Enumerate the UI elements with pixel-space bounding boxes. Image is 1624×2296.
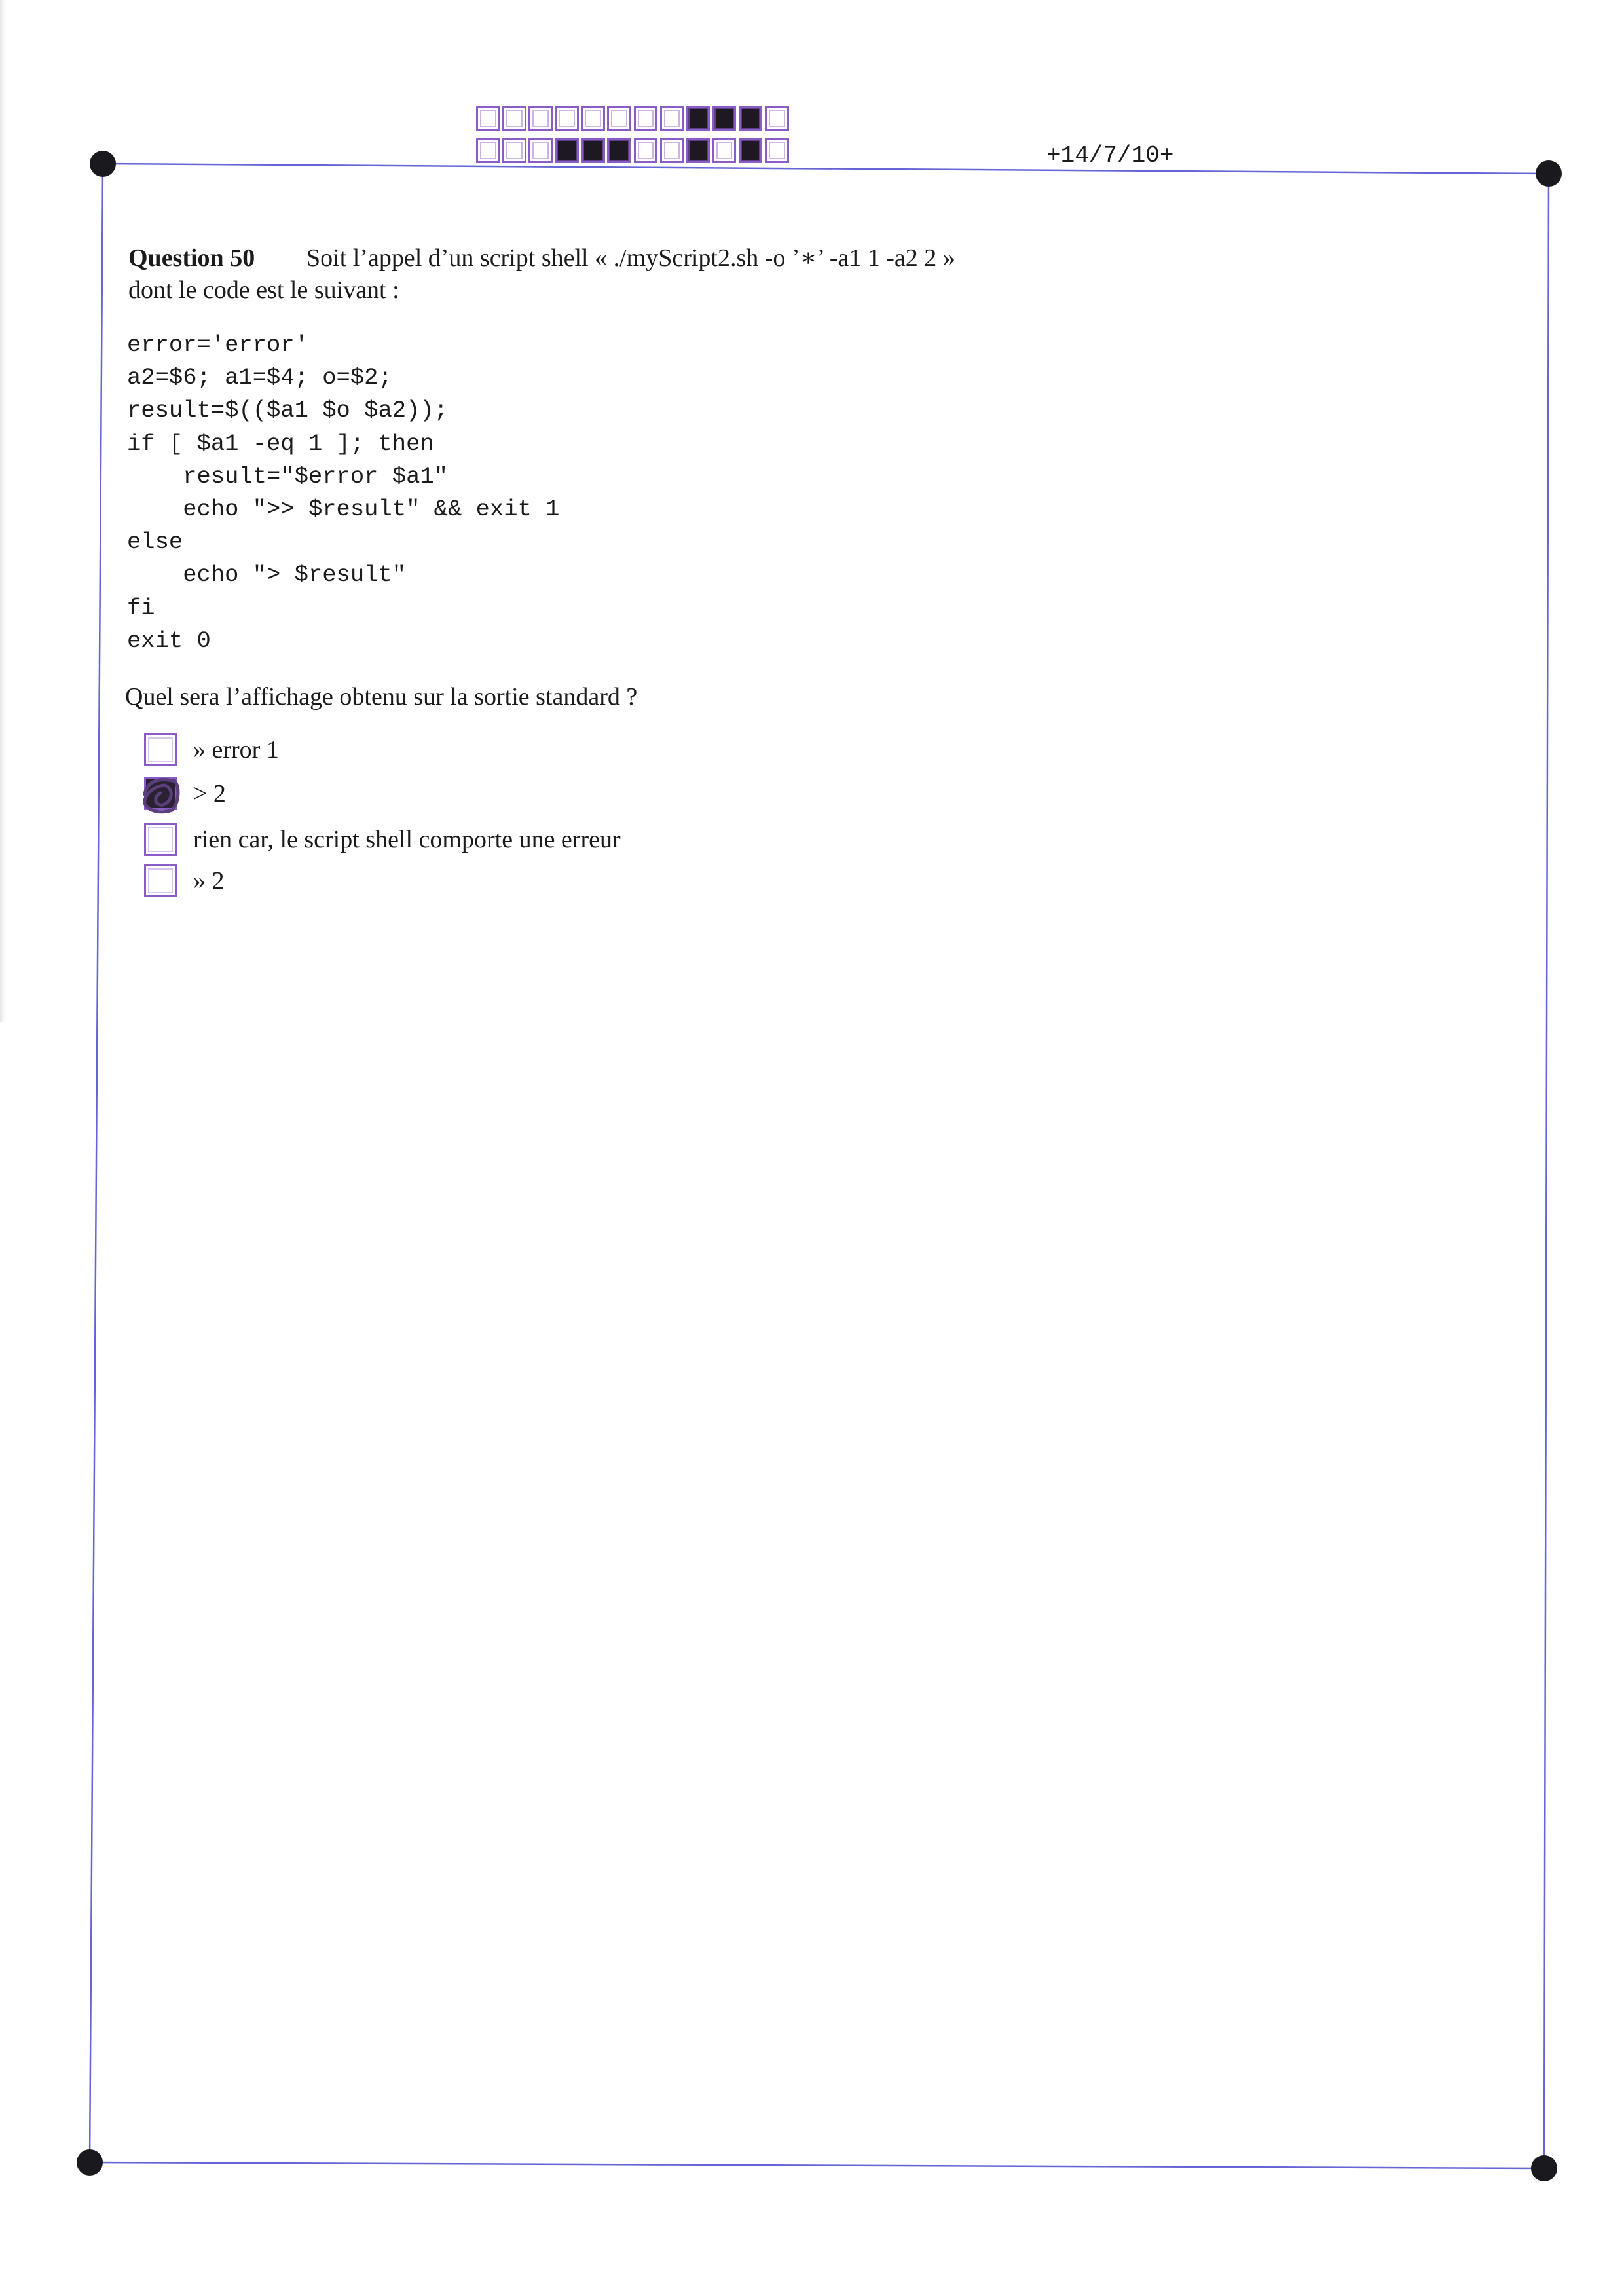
answer-checkbox[interactable] [144, 823, 177, 856]
code-line: echo "> $result" [127, 561, 407, 589]
code-line: result="$error $a1" [127, 462, 448, 490]
scribble-mark-icon [141, 775, 183, 815]
question-ask: Quel sera l’affichage obtenu sur la sortie standard ? [125, 683, 638, 711]
id-mark-box-filled [686, 106, 710, 131]
code-line: else [127, 528, 183, 556]
id-mark-box-empty [607, 106, 631, 131]
id-mark-box-empty [765, 138, 789, 163]
answer-label: rien car, le script shell comporte une erreur [193, 826, 621, 853]
code-line: result=$(($a1 $o $a2)); [127, 397, 448, 424]
id-mark-box-filled [739, 106, 763, 131]
id-mark-box-empty [660, 138, 684, 163]
frame-bottom-line [90, 2162, 1544, 2168]
id-mark-grid [476, 106, 789, 170]
id-mark-box-empty [581, 106, 605, 131]
id-mark-box-empty [712, 138, 737, 163]
id-mark-box-empty [660, 106, 684, 131]
answer-label: » error 1 [193, 736, 279, 764]
id-mark-box-empty [528, 106, 553, 131]
answer-checkbox[interactable] [144, 777, 177, 810]
id-mark-row [476, 138, 789, 163]
id-mark-box-empty [555, 106, 579, 131]
id-mark-row [476, 106, 789, 131]
id-mark-box-filled [712, 106, 737, 131]
id-mark-box-empty [476, 106, 500, 131]
code-line: echo ">> $result" && exit 1 [127, 495, 560, 523]
id-mark-box-filled [686, 138, 710, 163]
question-prompt-line-2: dont le code est le suivant : [128, 276, 399, 304]
id-mark-box-empty [765, 106, 789, 131]
id-mark-box-empty [502, 138, 526, 163]
code-block [127, 329, 559, 657]
copy-code: +14/7/10+ [1046, 142, 1174, 169]
id-mark-box-empty [634, 106, 658, 131]
answer-label: > 2 [193, 780, 226, 807]
code-line: exit 0 [127, 627, 211, 654]
id-mark-box-filled [581, 138, 605, 163]
code-line: fi [127, 594, 155, 621]
question-prompt-line-1: Soit l’appel d’un script shell « ./myScript2.sh -o ’∗’ -a1 1 -a2 2 » [306, 244, 955, 272]
frame-top-line [103, 164, 1549, 174]
code-line: if [ $a1 -eq 1 ]; then [127, 430, 434, 457]
code-line: error='error' [127, 331, 308, 358]
corner-mark-bottom-left [77, 2149, 103, 2176]
id-mark-box-empty [476, 138, 500, 163]
id-mark-box-filled [555, 138, 579, 163]
id-mark-box-filled [607, 138, 631, 163]
answer-label: » 2 [193, 867, 225, 895]
corner-mark-top-right [1536, 160, 1562, 187]
id-mark-box-empty [634, 138, 658, 163]
answer-checkbox[interactable] [144, 864, 177, 897]
corner-mark-bottom-right [1531, 2155, 1557, 2181]
id-mark-box-empty [502, 106, 526, 131]
frame-right-line [1544, 174, 1549, 2168]
question-label: Question 50 [128, 244, 255, 272]
id-mark-box-filled [739, 138, 763, 163]
code-line: a2=$6; a1=$4; o=$2; [127, 364, 392, 392]
answer-checkbox[interactable] [144, 733, 177, 766]
id-mark-box-empty [528, 138, 553, 163]
frame-left-line [90, 164, 103, 2162]
corner-mark-top-left [90, 151, 116, 177]
